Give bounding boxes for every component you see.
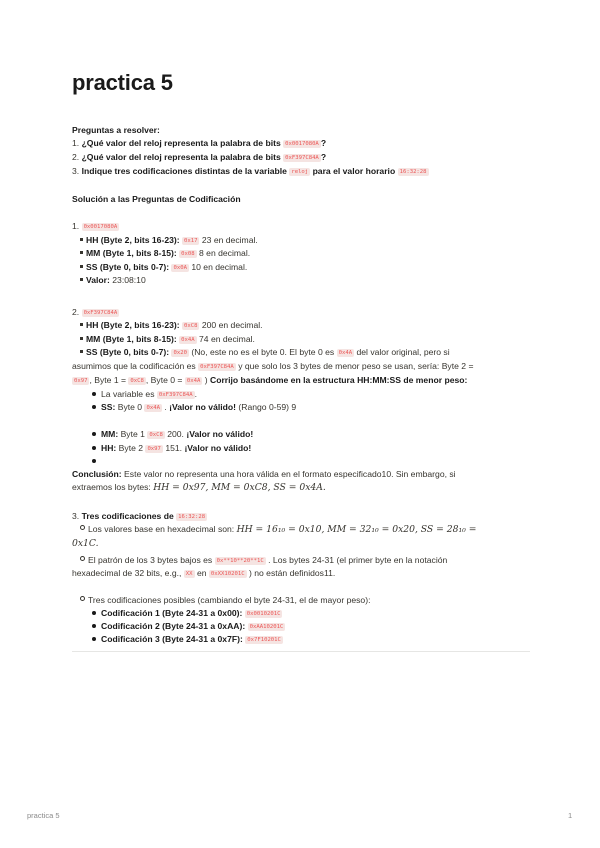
item-number: 3. — [72, 511, 80, 521]
square-bullet-icon — [80, 278, 83, 281]
question-text: para el valor horario — [312, 166, 396, 176]
square-bullet-icon — [80, 251, 83, 254]
questions-heading: Preguntas a resolver: — [72, 125, 160, 135]
list-item: SS: Byte 0 0x4A . ¡Valor no válido! (Rango 0-59) 9 — [92, 401, 296, 413]
question-text: ¿Qué valor del reloj representa la palabra de bits — [81, 152, 281, 162]
question-end: ? — [320, 152, 327, 162]
conclusion-line: Conclusión: Este valor no representa una hora válida en el formato especificado10. Sin embargo, si — [72, 469, 456, 479]
inline-code: 0xXX10201C — [210, 571, 245, 577]
item-number: 1. — [72, 221, 80, 231]
question-text: Indique tres codificaciones distintas de la variable — [81, 166, 287, 176]
math-expression: 0x1C. — [72, 538, 99, 549]
math-expression: HH = 0x97, MM = 0xC8, SS = 0x4A. — [153, 482, 326, 493]
inline-code: 0x**10**20**1C — [216, 558, 264, 564]
list-item: MM (Byte 1, bits 8-15): 0x08 8 en decimal. — [80, 247, 250, 259]
inline-code: 0x17 — [184, 238, 198, 244]
list-item: El patrón de los 3 bytes bajos es 0x**10**20**1C . Los bytes 24-31 (el primer byte en la notación — [80, 554, 447, 566]
bullet-icon — [92, 624, 96, 628]
page-number: 1 — [568, 811, 573, 820]
paragraph-line: 0x97 , Byte 1 = 0xC8 , Byte 0 = 0x4A ) Corrijo basándome en la estructura HH:MM:SS de menor peso: — [74, 375, 468, 385]
list-item: Codificación 1 (Byte 24-31 a 0x00): 0x0010201C — [92, 607, 282, 619]
square-bullet-icon — [80, 238, 83, 241]
list-item: Codificación 2 (Byte 24-31 a 0xAA): 0xAA10201C — [92, 620, 285, 632]
paragraph-line — [72, 537, 99, 550]
list-item: HH: Byte 2 0x97 151. ¡Valor no válido! — [92, 442, 251, 454]
solution-1-header — [72, 220, 119, 232]
list-item: Valor: 23:08:10 — [80, 274, 146, 286]
item-number: 2. — [72, 307, 80, 317]
inline-code: 0x4A — [181, 337, 195, 343]
square-bullet-icon — [80, 323, 83, 326]
list-item: SS (Byte 0, bits 0-7): 0x0A 10 en decimal. — [80, 261, 247, 273]
question-number: 2. — [72, 152, 80, 162]
bullet-icon — [92, 405, 96, 409]
inline-code: 16:32:28 — [399, 169, 427, 175]
circle-bullet-icon — [80, 525, 85, 530]
square-bullet-icon — [80, 265, 83, 268]
square-bullet-icon — [80, 337, 83, 340]
list-item: MM (Byte 1, bits 8-15): 0x4A 74 en decimal. — [80, 333, 255, 345]
inline-code: 0xF397C84A — [200, 364, 234, 370]
question-number: 1. — [72, 138, 80, 148]
paragraph-line: asumimos que la codificación es 0xF397C84A y que solo los 3 bytes de menor peso se usan, sería: Byte 2 = — [72, 361, 474, 371]
square-bullet-icon — [80, 350, 83, 353]
inline-code: 0x20 — [173, 350, 187, 356]
inline-code: 0xF397C84A — [83, 310, 118, 316]
question-2 — [72, 151, 326, 163]
list-item: Codificación 3 (Byte 24-31 a 0x7F): 0x7F10201C — [92, 633, 283, 645]
list-item: Tres codificaciones posibles (cambiando el byte 24-31, el de mayor peso): — [80, 594, 370, 606]
list-item: MM: Byte 1 0xC8 200. ¡Valor no válido! — [92, 428, 253, 440]
inline-code: 0xF397C84A — [285, 155, 319, 161]
question-text: ¿Qué valor del reloj representa la palabra de bits — [81, 138, 281, 148]
inline-code: 0x4A — [186, 378, 201, 384]
list-item — [92, 455, 101, 467]
circle-bullet-icon — [80, 596, 85, 601]
inline-code: 0x4A — [338, 350, 353, 356]
inline-code: 0xF397C84A — [158, 392, 193, 398]
footer-title: practica 5 — [27, 811, 60, 820]
bullet-icon — [92, 446, 96, 450]
inline-code: 0x97 — [74, 378, 88, 384]
inline-code: 0x0010201C — [246, 611, 281, 617]
list-item: HH (Byte 2, bits 16-23): 0xC8 200 en decimal. — [80, 319, 263, 331]
bullet-icon — [92, 432, 96, 436]
question-end: ? — [320, 138, 327, 148]
solution-heading: Solución a las Preguntas de Codificación — [72, 194, 241, 204]
inline-code: 0x0017080A — [83, 224, 118, 230]
math-expression: HH = 16₁₀ = 0x10, MM = 32₁₀ = 0x20, SS = 28₁₀ = — [236, 524, 477, 535]
list-item: HH (Byte 2, bits 16-23): 0x17 23 en decimal. — [80, 234, 258, 246]
bullet-icon — [92, 392, 96, 396]
inline-code: 0x7F10201C — [247, 637, 281, 643]
inline-code: 16:32:28 — [178, 514, 206, 520]
inline-code: XX — [185, 571, 193, 577]
solution-3-header: 3. Tres codificaciones de 16:32:28 — [72, 511, 206, 521]
circle-bullet-icon — [80, 556, 85, 561]
divider — [72, 651, 530, 652]
inline-code: 0x0A — [173, 265, 187, 271]
inline-code: 0x0017080A — [285, 141, 319, 147]
list-item: Los valores base en hexadecimal son: HH = 16₁₀ = 0x10, MM = 32₁₀ = 0x20, SS = 28₁₀ = — [80, 523, 476, 536]
inline-code: 0x08 — [181, 251, 195, 257]
list-item: La variable es 0xF397C84A . — [92, 388, 197, 400]
question-3 — [72, 165, 429, 177]
page-title: practica 5 — [72, 70, 173, 95]
inline-code: 0xC8 — [184, 323, 198, 329]
paragraph-line: hexadecimal de 32 bits, e.g., XX en 0xXX10201C ) no están definidos11. — [72, 568, 336, 578]
bullet-icon — [92, 611, 96, 615]
inline-code: reloj — [291, 169, 309, 175]
question-number: 3. — [72, 166, 80, 176]
solution-2-header — [72, 306, 119, 318]
inline-code: 0xC8 — [130, 378, 144, 384]
bullet-icon — [92, 637, 96, 641]
inline-code: 0xAA10201C — [249, 624, 284, 630]
inline-code: 0xC8 — [149, 432, 163, 438]
inline-code: 0x97 — [147, 446, 161, 452]
conclusion-line: extraemos los bytes: HH = 0x97, MM = 0xC8, SS = 0x4A. — [72, 482, 326, 493]
list-item: SS (Byte 0, bits 0-7): 0x20 (No, este no es el byte 0. El byte 0 es 0x4A del valor original, pero si — [80, 346, 450, 358]
question-1 — [72, 137, 326, 149]
inline-code: 0x4A — [146, 405, 160, 411]
bullet-icon — [92, 459, 96, 463]
